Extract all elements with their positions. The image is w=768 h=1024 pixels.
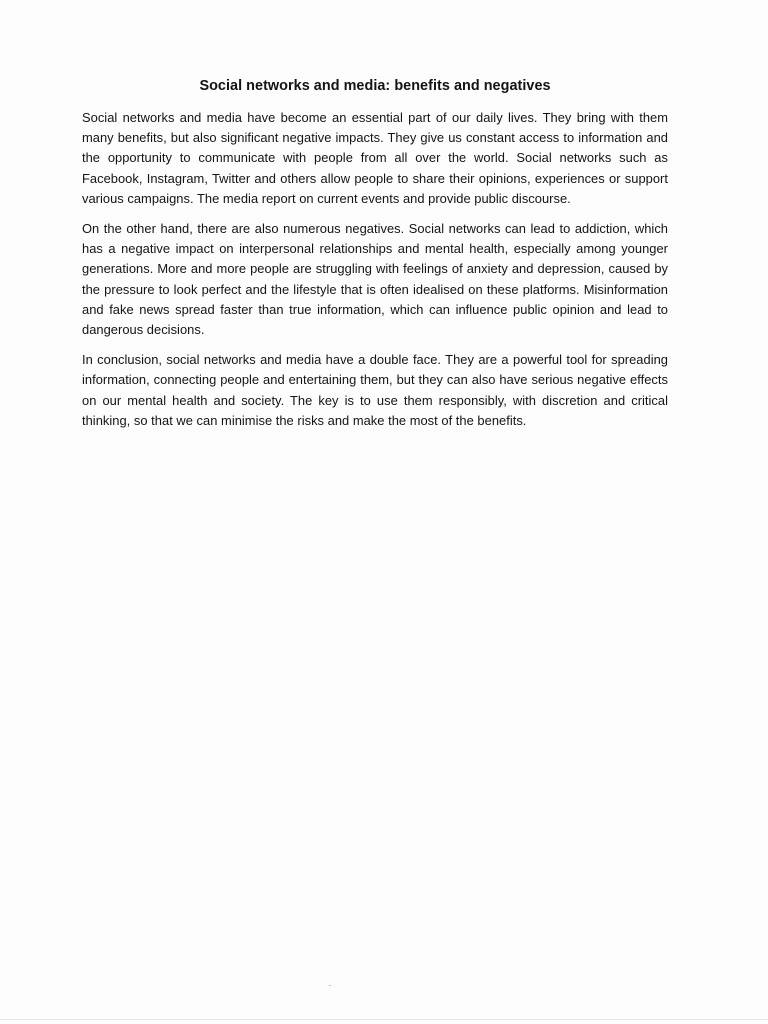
paragraph-negatives: On the other hand, there are also numerous negatives. Social networks can lead to addiction, which has a negative impact on interpersonal relationships and mental health, especially among younger generations. More and more people are struggling with feelings of anxiety and depression, caused by the pressure to look perfect and the lifestyle that is often idealised on these platforms. Misinformation and fake news spread faster than true information, which can influence public opinion and lead to dangerous decisions. (82, 221, 668, 338)
scan-speck (329, 985, 331, 986)
paragraph-conclusion: In conclusion, social networks and media have a double face. They are a powerful tool for spreading information, connecting people and entertaining them, but they can also have serious negative effects on our mental health and society. The key is to use them responsibly, with discretion and critical thinking, so that we can minimise the risks and make the most of the benefits. (82, 352, 668, 428)
document-body (82, 76, 668, 441)
paragraph-introduction: Social networks and media have become an essential part of our daily lives. They bring with them many benefits, but also significant negative impacts. They give us constant access to information and the opportunity to communicate with people from all over the world. Social networks such as Facebook, Instagram, Twitter and others allow people to share their opinions, experiences or support various campaigns. The media report on current events and provide public discourse. (82, 110, 668, 206)
scan-edge-bottom (0, 1019, 768, 1020)
document-title: Social networks and media: benefits and negatives (199, 78, 551, 94)
